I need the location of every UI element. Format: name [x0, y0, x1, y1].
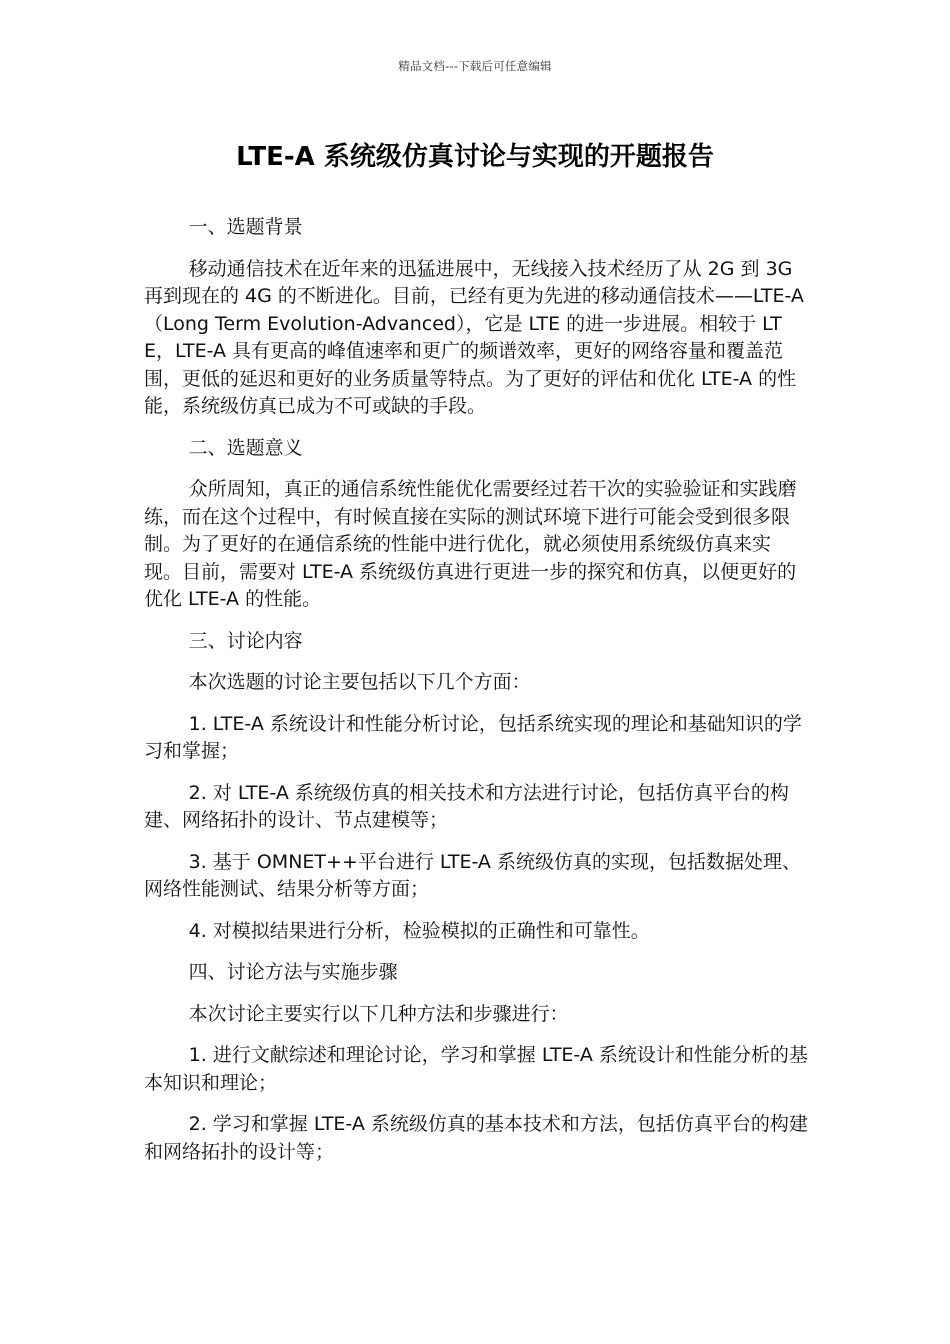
list-item-content-1: 1. LTE-A 系统设计和性能分析讨论，包括系统实现的理论和基础知识的学习和掌握； [144, 712, 802, 762]
page-header: 精品文档---下载后可任意编辑 [398, 59, 552, 73]
paragraph-content-intro: 本次选题的讨论主要包括以下几个方面： [188, 671, 531, 693]
paragraph-background: 移动通信技术在近年来的迅猛进展中，无线接入技术经历了从 2G 到 3G 再到现在的 4G 的不断进化。目前，已经有更为先进的移动通信技术——LTE-A（Long Term Evolution-Advanced），它是 LTE 的进一步进展。相较于 LTE，LTE-A 具有更高的峰值速率和更广的频谱效率，更好的网络容量和覆盖范围，更低的延迟和更好的业务质量等特点。为了更好的评估和优化 LTE-A 的性能，系统级仿真已成为不可或缺的手段。 [144, 257, 804, 417]
section-heading-content: 三、讨论内容 [188, 629, 303, 652]
list-item-methods-2: 2. 学习和掌握 LTE-A 系统级仿真的基本技术和方法，包括仿真平台的构建和网络拓扑的设计等； [144, 1113, 808, 1163]
list-item-methods-1: 1. 进行文献综述和理论讨论，学习和掌握 LTE-A 系统设计和性能分析的基本知识和理论； [144, 1044, 808, 1094]
paragraph-significance: 众所周知，真正的通信系统性能优化需要经过若干次的实验验证和实践磨练，而在这个过程中，有时候直接在实际的测试环境下进行可能会受到很多限制。为了更好的在通信系统的性能中进行优化，就必须使用系统级仿真来实现。目前，需要对 LTE-A 系统级仿真进行更进一步的探究和仿真，以便更好的优化 LTE-A 的性能。 [144, 478, 797, 610]
list-item-content-3: 3. 基于 OMNET++平台进行 LTE-A 系统级仿真的实现，包括数据处理、网络性能测试、结果分析等方面； [144, 850, 801, 900]
document-body [144, 214, 808, 1180]
document-title: LTE-A 系统级仿真讨论与实现的开题报告 [236, 142, 714, 172]
paragraph-methods-intro: 本次讨论主要实行以下几种方法和步骤进行： [188, 1002, 569, 1025]
section-heading-methods: 四、讨论方法与实施步骤 [188, 961, 398, 983]
section-heading-background: 一、选题背景 [188, 216, 303, 238]
list-item-content-2: 2. 对 LTE-A 系统级仿真的相关技术和方法进行讨论，包括仿真平台的构建、网络拓扑的设计、节点建模等； [144, 781, 789, 831]
section-heading-significance: 二、选题意义 [188, 436, 303, 459]
list-item-content-4: 4. 对模拟结果进行分析，检验模拟的正确性和可靠性。 [188, 919, 650, 942]
